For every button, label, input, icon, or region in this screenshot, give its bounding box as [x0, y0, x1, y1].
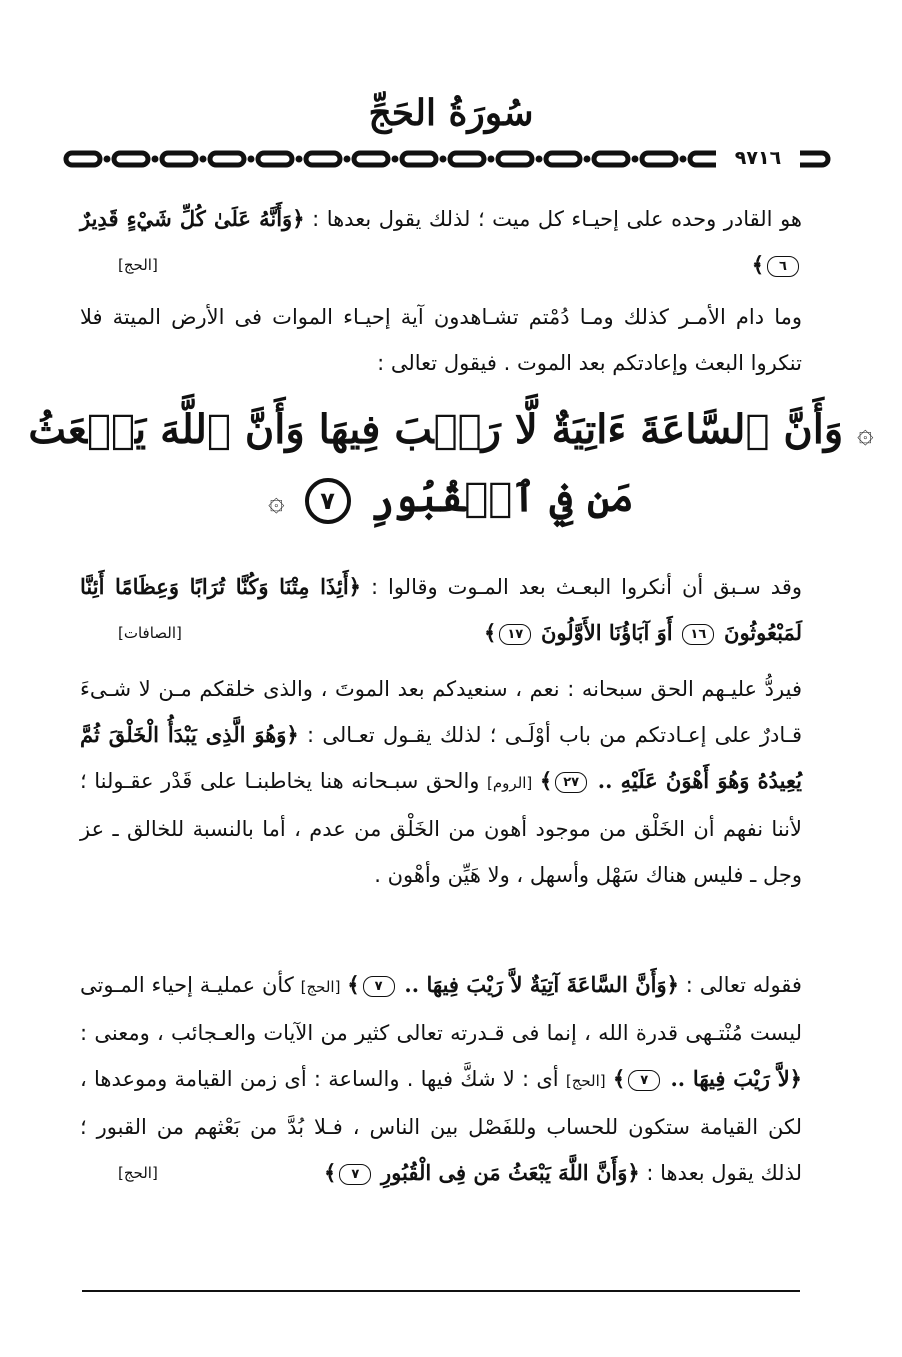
- paragraph-3: [80, 564, 802, 656]
- verse-number-badge: ٦: [767, 256, 799, 277]
- paragraph-5: [80, 962, 802, 1196]
- paragraph-text: فيردُّ عليـهم الحق سبحانه : نعم ، سنعيدكم بعد الموتَ ، والذى خلقكم مـن لا شـىءَ قـادرٌ على إعـادتكم من باب أوْلَـى ؛ لذلك يقـول تعـالى :: [80, 677, 802, 747]
- quran-verse: ﴿وَأَنَّهُ عَلَىٰ كُلِّ شَيْءٍ قَدِيرٌ: [80, 206, 305, 231]
- quran-verse: ﴿وَأَنَّ السَّاعَةَ آتِيَةٌ لاَّ رَيْبَ فِيهَا ..: [404, 972, 679, 997]
- verse-number-badge: ١٧: [499, 624, 531, 645]
- quran-verse: ﴿لاَّ رَيْبَ فِيهَا ..: [670, 1066, 802, 1091]
- featured-verse-block: [0, 396, 902, 532]
- paragraph-text: كأن عمليـة إحياء المـوتى ليست مُنْتـهى قدرة الله ، إنما فى قـدرته تعالى كثير من الآيات والعـجائب ، ومعنى :: [80, 973, 802, 1045]
- paragraph-text: أى : لا شكَّ فيها . والساعة : أى زمن القيامة وموعدها ، لكن القيامة ستكون للحساب وللفَصْل بين الناس ، فـلا بُدَّ من بَعْثهم من القبور ؛ لذلك يقول بعدها :: [80, 1067, 802, 1185]
- paragraph-text: والحق سبـحانه هنا يخاطبنـا على قَدْر عقـولنا ؛ لأننا نفهم أن الخَلْق من موجود أهون من الخَلْق من عدم ، أما بالنسبة للخالق ـ عز وجل ـ فليس هناك سَهْل وأسهل ، ولا هَيِّن وأهْون .: [80, 769, 802, 887]
- verse-close-bracket: ﴾: [483, 620, 497, 645]
- verse-close-bracket: ﴾: [751, 252, 764, 277]
- paragraph-text: هو القادر وحده على إحيـاء كل ميت ؛ لذلك يقول بعدها :: [312, 207, 802, 231]
- verse-ornament-icon: ۞: [857, 416, 874, 449]
- surah-reference: [الروم]: [487, 774, 533, 792]
- verse-number-badge: ٧: [628, 1070, 660, 1091]
- paragraph-text: وما دام الأمـر كذلك ومـا دُمْتم تشـاهدون آية إحيـاء الموات فى الأرض الميتة فلا تنكروا البعث وإعادتكم بعد الموت . فيقول تعالى :: [80, 305, 802, 375]
- surah-title: سُورَةُ الحَجِّ: [368, 92, 534, 134]
- featured-verse-line-1: [0, 396, 902, 464]
- quran-verse: ﴿أَئِذَا مِتْنَا وَكُنَّا تُرَابًا وَعِظَامًا أَئِنَّا لَمَبْعُوثُونَ: [80, 574, 802, 645]
- quran-verse: ﴿وَهُوَ الَّذِى يَبْدَأُ الْخَلْقَ ثُمَّ يُعِيدُهُ وَهُوَ أَهْوَنُ عَلَيْهِ ..: [80, 722, 802, 793]
- verse-close-bracket: ﴾: [324, 1160, 337, 1185]
- verse-number-badge: ٢٧: [555, 772, 587, 793]
- verse-number-badge: ١٦: [682, 624, 714, 645]
- surah-reference: [الصافات]: [118, 624, 182, 642]
- footer-rule: [82, 1290, 800, 1292]
- verse-close-bracket: ﴾: [612, 1066, 626, 1091]
- paragraph-text: فقوله تعالى :: [685, 973, 802, 997]
- verse-number-medallion: ٧: [305, 478, 351, 524]
- featured-verse-text-1: وَأَنَّ ٱلسَّاعَةَ ءَاتِيَةٌ لَّا رَيۡبَ فِيهَا وَأَنَّ ٱللَّهَ يَبۡعَثُ: [28, 406, 844, 453]
- page-number: ٩٧١٦: [716, 146, 800, 170]
- verse-close-bracket: ﴾: [539, 768, 553, 793]
- surah-reference: [الحج]: [118, 1164, 158, 1182]
- verse-number-badge: ٧: [339, 1164, 371, 1185]
- paragraph-4: [80, 666, 802, 898]
- featured-verse-line-2: [0, 464, 902, 532]
- surah-reference: [الحج]: [565, 1072, 606, 1090]
- verse-ornament-icon: ۞: [268, 484, 285, 517]
- verse-number-badge: ٧: [363, 976, 395, 997]
- surah-reference: [الحج]: [300, 978, 341, 996]
- paragraph-2: [80, 294, 802, 386]
- surah-reference: [الحج]: [118, 256, 158, 274]
- paragraph-1: [80, 196, 802, 288]
- quran-verse: ﴿وَأَنَّ اللَّهَ يَبْعَثُ مَن فِى الْقُبُورِ: [381, 1160, 640, 1185]
- quran-verse-continued: أَوَ آبَاؤُنَا الأَوَّلُونَ: [540, 620, 673, 645]
- featured-verse-text-2: مَن فِي ٱلۡقُبُورِ: [370, 474, 634, 521]
- paragraph-text: وقد سـبق أن أنكروا البعـث بعد المـوت وقالوا :: [370, 575, 802, 599]
- verse-close-bracket: ﴾: [347, 972, 360, 997]
